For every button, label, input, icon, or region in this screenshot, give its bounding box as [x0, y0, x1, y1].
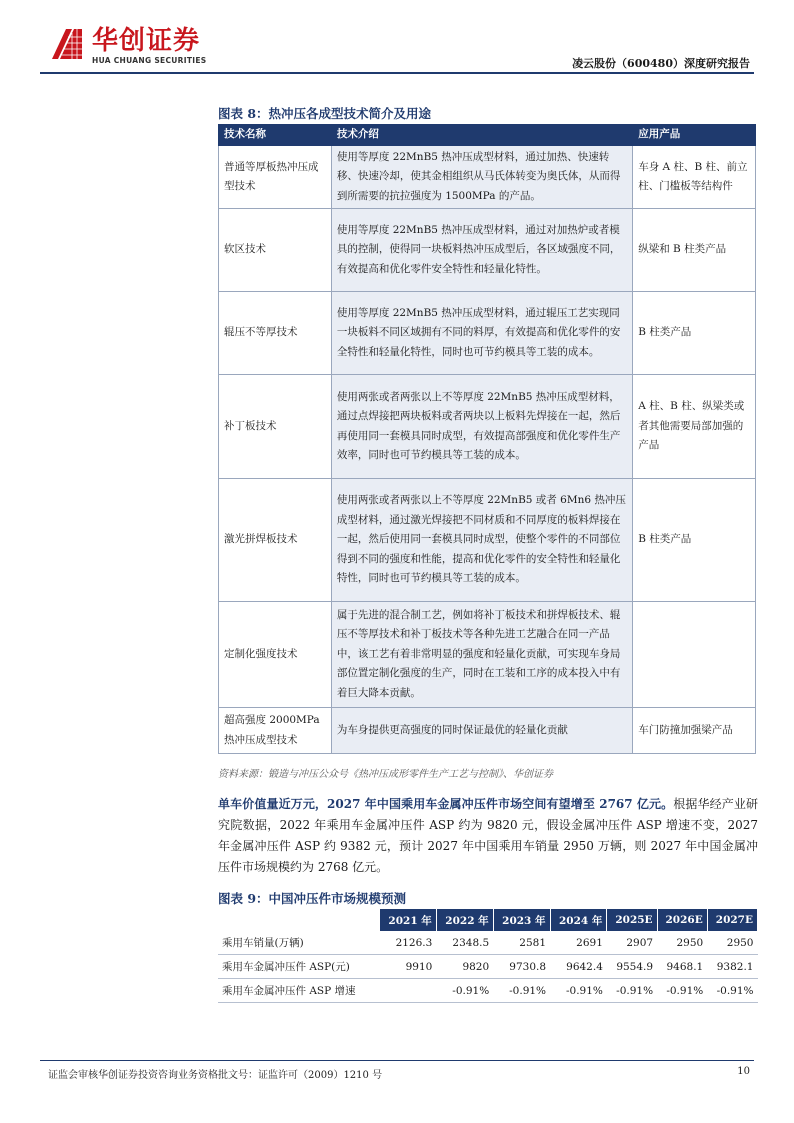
- huachuang-logo-icon: [50, 27, 84, 61]
- figure-8-title: 图表 8：热冲压各成型技术简介及用途: [218, 106, 432, 121]
- table-header-row: [219, 125, 756, 146]
- tech-name: 定制化强度技术: [219, 602, 332, 708]
- report-title: 凌云股份（600480）深度研究报告: [572, 57, 750, 70]
- table-row: [219, 375, 756, 479]
- page-header: [0, 0, 794, 76]
- table-row: [218, 955, 758, 979]
- table-cell: 2126.3: [380, 931, 436, 955]
- column-header: 技术名称: [219, 125, 332, 146]
- tech-description: 使用两张或者两张以上不等厚度 22MnB5 热冲压成型材料，通过点焊接把两块板料或者两块以上板料先焊接在一起，然后再使用同一套模具同时成型，有效提高部强度和优化零件生产效率，同时也可节约模具等工装的成本。: [331, 375, 632, 479]
- table-row: [219, 209, 756, 292]
- tech-application: B 柱类产品: [633, 479, 756, 602]
- column-header: 2024 年: [550, 909, 607, 931]
- row-label: 乘用车销量(万辆): [218, 931, 380, 955]
- tech-description: 使用等厚度 22MnB5 热冲压成型材料，通过加热、快速转移、快速冷却，使其金相组织从马氏体转变为奥氏体，从而得到所需要的抗拉强度为 1500MPa 的产品。: [331, 146, 632, 209]
- table-cell: -0.91%: [707, 979, 757, 1003]
- tech-description: 为车身提供更高强度的同时保证最优的轻量化贡献: [331, 708, 632, 754]
- brand-name: 华创证券: [92, 26, 201, 56]
- table-cell: 9730.8: [493, 955, 550, 979]
- tech-application: [633, 602, 756, 708]
- column-header: 技术介绍: [331, 125, 632, 146]
- table-cell: 9468.1: [657, 955, 707, 979]
- tech-description: 使用两张或者两张以上不等厚度 22MnB5 或者 6Mn6 热冲压成型材料，通过激光焊接把不同材质和不同厚度的板料焊接在一起，然后使用同一套模具同时成型，使整个零件的不同部位得到不同的强度和性能，提高和优化零件的安全特性和轻量化特性，同时也可节约模具等工装的成本。: [331, 479, 632, 602]
- table-cell: 2348.5: [436, 931, 493, 955]
- tech-application: 车门防撞加强梁产品: [633, 708, 756, 754]
- table-row: [218, 931, 758, 955]
- market-table: [218, 909, 758, 1003]
- table-cell: 2950: [707, 931, 757, 955]
- table-row: [219, 292, 756, 375]
- table-cell: 9642.4: [550, 955, 607, 979]
- table-cell: 9554.9: [607, 955, 657, 979]
- paragraph-body: 根据华经产业研究院数据，2022 年乘用车金属冲压件 ASP 约为 9820 元，假设金属冲压件 ASP 增速不变，2027 年金属冲压件 ASP 约 9382 元，预计 2027 年中国乘用车销量 2950 万辆，则 2027 年中国金属冲压件市场规模约为 2768 亿元。: [218, 797, 758, 874]
- header-divider: [40, 72, 754, 74]
- page-number: 10: [737, 1066, 750, 1077]
- column-header: 2025E: [607, 909, 657, 931]
- column-header: 2023 年: [493, 909, 550, 931]
- column-header: 2026E: [657, 909, 707, 931]
- table-cell: -0.91%: [607, 979, 657, 1003]
- table-cell: 2950: [657, 931, 707, 955]
- table-cell: 2581: [493, 931, 550, 955]
- table-cell: -0.91%: [657, 979, 707, 1003]
- figure-9-title: 图表 9：中国冲压件市场规模预测: [218, 891, 407, 906]
- table-row: [218, 979, 758, 1003]
- column-header-blank: [218, 909, 380, 931]
- table-cell: [380, 979, 436, 1003]
- table-cell: 2691: [550, 931, 607, 955]
- tech-application: A 柱、B 柱、纵梁类或者其他需要局部加强的产品: [633, 375, 756, 479]
- tech-application: 纵梁和 B 柱类产品: [633, 209, 756, 292]
- tech-application: 车身 A 柱、B 柱、前立柱、门槛板等结构件: [633, 146, 756, 209]
- table-row: [219, 479, 756, 602]
- body-paragraph: [218, 794, 758, 878]
- tech-name: 软区技术: [219, 209, 332, 292]
- table-cell: -0.91%: [550, 979, 607, 1003]
- tech-name: 补丁板技术: [219, 375, 332, 479]
- row-label: 乘用车金属冲压件 ASP 增速: [218, 979, 380, 1003]
- table-cell: 9382.1: [707, 955, 757, 979]
- source-note: 资料来源：锻造与冲压公众号《热冲压成形零件生产工艺与控制》、华创证券: [218, 769, 553, 780]
- paragraph-lead: 单车价值量近万元，2027 年中国乘用车金属冲压件市场空间有望增至 2767 亿元。: [218, 797, 674, 811]
- table-cell: 9910: [380, 955, 436, 979]
- table-cell: 9820: [436, 955, 493, 979]
- column-header: 2022 年: [436, 909, 493, 931]
- brand-name-english: HUA CHUANG SECURITIES: [92, 56, 207, 65]
- tech-name: 超高强度 2000MPa 热冲压成型技术: [219, 708, 332, 754]
- footer-divider: [40, 1060, 754, 1061]
- table-cell: 2907: [607, 931, 657, 955]
- tech-name: 普通等厚板热冲压成型技术: [219, 146, 332, 209]
- table-row: [219, 708, 756, 754]
- table-cell: -0.91%: [436, 979, 493, 1003]
- tech-description: 属于先进的混合制工艺，例如将补丁板技术和拼焊板技术、辊压不等厚技术和补丁板技术等各种先进工艺融合在同一产品中，该工艺有着非常明显的强度和轻量化贡献，可实现车身局部位置定制化强度的生产，同时在工装和工序的成本投入中有着巨大降本贡献。: [331, 602, 632, 708]
- table-row: [219, 602, 756, 708]
- license-note: 证监会审核华创证券投资咨询业务资格批文号：证监许可（2009）1210 号: [48, 1070, 383, 1081]
- column-header: 2027E: [707, 909, 757, 931]
- column-header: 2021 年: [380, 909, 436, 931]
- tech-application: B 柱类产品: [633, 292, 756, 375]
- row-label: 乘用车金属冲压件 ASP(元): [218, 955, 380, 979]
- tech-name: 辊压不等厚技术: [219, 292, 332, 375]
- table-cell: -0.91%: [493, 979, 550, 1003]
- table-row: [219, 146, 756, 209]
- table-header-row: [218, 909, 758, 931]
- column-header: 应用产品: [633, 125, 756, 146]
- tech-name: 激光拼焊板技术: [219, 479, 332, 602]
- tech-table: [218, 124, 756, 754]
- tech-description: 使用等厚度 22MnB5 热冲压成型材料，通过辊压工艺实现同一块板料不同区域拥有不同的料厚，有效提高和优化零件的安全特性和轻量化特性，同时也可节约模具等工装的成本。: [331, 292, 632, 375]
- tech-description: 使用等厚度 22MnB5 热冲压成型材料，通过对加热炉或者模具的控制，使得同一块板料热冲压成型后，各区域强度不同，有效提高和优化零件安全特性和轻量化特性。: [331, 209, 632, 292]
